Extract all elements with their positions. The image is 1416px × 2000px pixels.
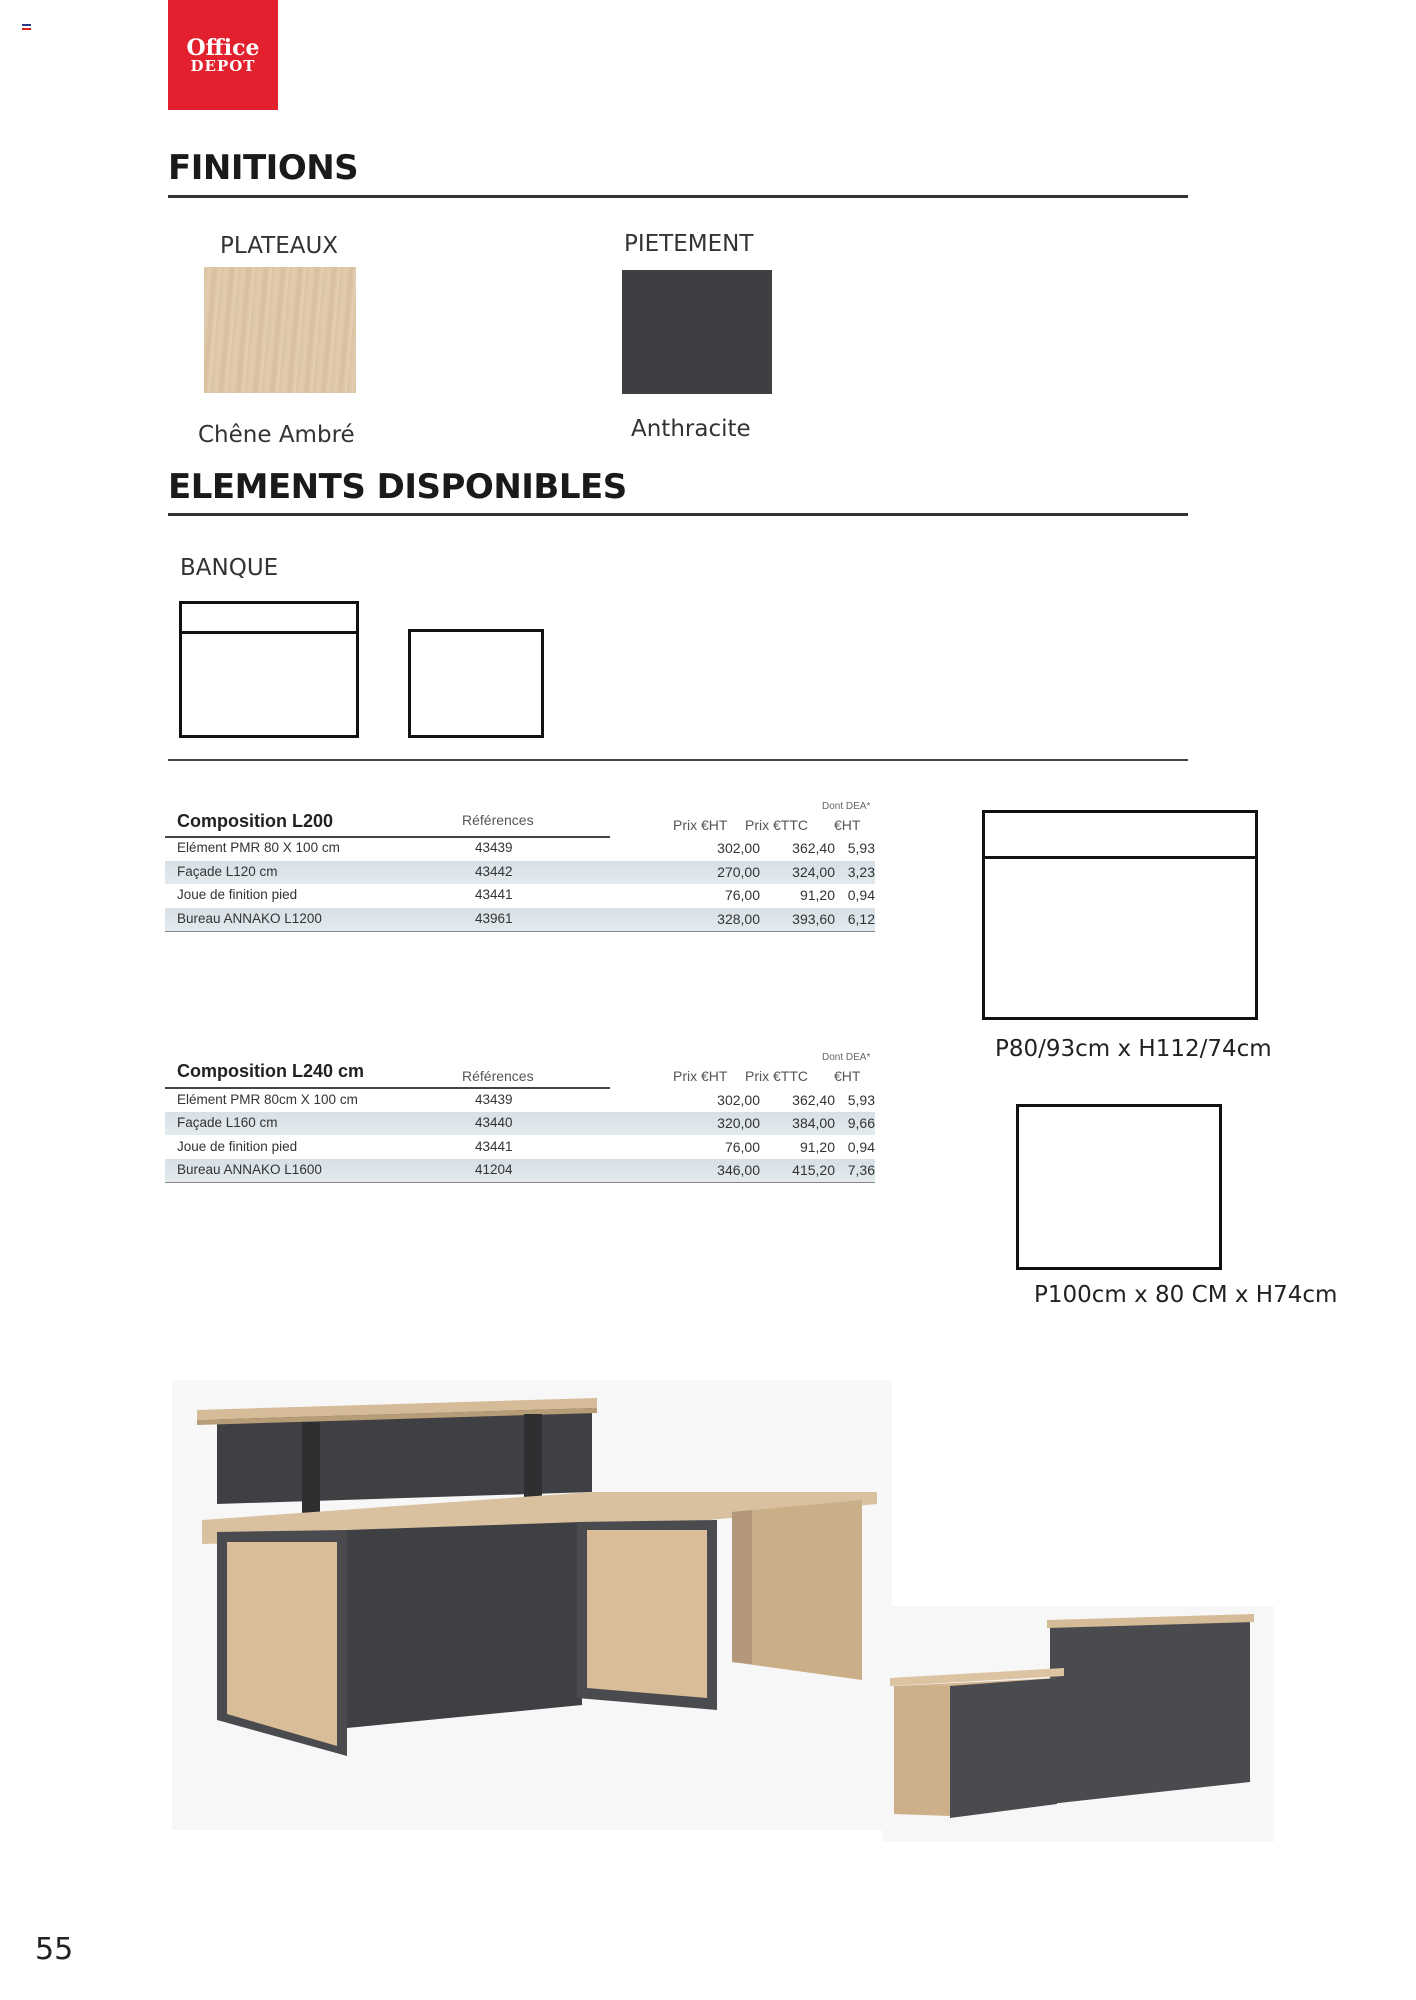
row-name: Façade L160 cm (177, 1115, 278, 1130)
plateaux-label: PLATEAUX (220, 233, 339, 259)
table1-header-dea-bottom: €HT (834, 817, 861, 833)
row-ttc: 362,40 (792, 1092, 835, 1108)
banque-label: BANQUE (180, 555, 279, 581)
composition-diagram-1 (982, 810, 1258, 1020)
table2-bottom-rule (165, 1182, 875, 1183)
row-ttc: 415,20 (792, 1162, 835, 1178)
row-dea: 9,66 (847, 1115, 875, 1131)
logo-line1: Office (186, 34, 260, 61)
table2-header-ttc: Prix €TTC (745, 1068, 808, 1084)
dimension-label-1: P80/93cm x H112/74cm (995, 1036, 1272, 1062)
table2-header-ref: Références (462, 1068, 534, 1084)
row-ref: 43440 (475, 1115, 513, 1130)
row-dea: 0,94 (847, 1139, 875, 1155)
table2-header-ht: Prix €HT (673, 1068, 728, 1084)
plateaux-swatch (204, 267, 356, 393)
table-row (165, 908, 875, 931)
row-ref: 43441 (475, 1139, 513, 1154)
table2-title: Composition L240 cm (177, 1061, 365, 1081)
pietement-finish: Anthracite (631, 416, 751, 442)
table2-header-dea-bottom: €HT (834, 1068, 861, 1084)
row-dea: 0,94 (847, 887, 875, 903)
row-name: Bureau ANNAKO L1200 (177, 911, 322, 926)
section-divider (168, 759, 1188, 761)
row-ht: 346,00 (717, 1162, 760, 1178)
row-ht: 302,00 (717, 1092, 760, 1108)
row-name: Façade L120 cm (177, 864, 278, 879)
table-row (165, 1159, 875, 1182)
row-ht: 320,00 (717, 1115, 760, 1131)
table1-header-dea-top: Dont DEA* (822, 801, 871, 812)
row-name: Elément PMR 80cm X 100 cm (177, 1092, 358, 1107)
reception-desk-image (172, 1380, 892, 1830)
plateaux-finish: Chêne Ambré (198, 422, 355, 448)
row-ref: 41204 (475, 1162, 513, 1177)
row-ref: 43439 (475, 840, 513, 855)
finitions-heading: FINITIONS (168, 148, 359, 188)
composition-diagram-2 (1016, 1104, 1222, 1270)
table-row (165, 1112, 875, 1135)
row-ttc: 91,20 (799, 1139, 835, 1155)
row-ttc: 324,00 (792, 864, 835, 880)
table1-header-ht: Prix €HT (673, 817, 728, 833)
office-depot-logo (168, 0, 278, 110)
row-ttc: 91,20 (799, 887, 835, 903)
table1-bottom-rule (165, 931, 875, 932)
row-dea: 5,93 (847, 1092, 875, 1108)
banque-diagram-large (179, 601, 359, 738)
pmr-element-image (882, 1606, 1274, 1842)
pietement-label: PIETEMENT (624, 231, 754, 257)
elements-rule (168, 513, 1188, 516)
table1-header-ttc: Prix €TTC (745, 817, 808, 833)
row-ref: 43441 (475, 887, 513, 902)
row-ref: 43439 (475, 1092, 513, 1107)
pietement-swatch (622, 270, 772, 394)
row-ht: 302,00 (717, 840, 760, 856)
row-ttc: 384,00 (792, 1115, 835, 1131)
table1-title: Composition L200 (177, 811, 334, 831)
row-ref: 43442 (475, 864, 513, 879)
table-row (165, 861, 875, 884)
row-name: Joue de finition pied (177, 887, 298, 902)
row-ttc: 393,60 (792, 911, 835, 927)
banque-diagram-small (408, 629, 544, 738)
row-ht: 76,00 (724, 887, 760, 903)
table-row (165, 884, 875, 907)
row-name: Elément PMR 80 X 100 cm (177, 840, 340, 855)
logo-line2: DEPOT (190, 56, 256, 75)
row-ht: 328,00 (717, 911, 760, 927)
row-name: Joue de finition pied (177, 1139, 298, 1154)
table-row (165, 837, 875, 860)
row-ttc: 362,40 (792, 840, 835, 856)
row-ht: 270,00 (717, 864, 760, 880)
table-row (165, 1089, 875, 1112)
row-ht: 76,00 (724, 1139, 760, 1155)
row-name: Bureau ANNAKO L1600 (177, 1162, 322, 1177)
row-dea: 5,93 (847, 840, 875, 856)
table2-header-dea-top: Dont DEA* (822, 1052, 871, 1063)
table1-header-ref: Références (462, 812, 534, 828)
row-ref: 43961 (475, 911, 513, 926)
finitions-rule (168, 195, 1188, 198)
elements-heading: ELEMENTS DISPONIBLES (168, 467, 627, 507)
dimension-label-2: P100cm x 80 CM x H74cm (1034, 1282, 1338, 1308)
flag-icon (22, 24, 31, 30)
page-number: 55 (35, 1932, 74, 1967)
row-dea: 6,12 (847, 911, 875, 927)
row-dea: 7,36 (847, 1162, 875, 1178)
table-row (165, 1136, 875, 1159)
row-dea: 3,23 (847, 864, 875, 880)
